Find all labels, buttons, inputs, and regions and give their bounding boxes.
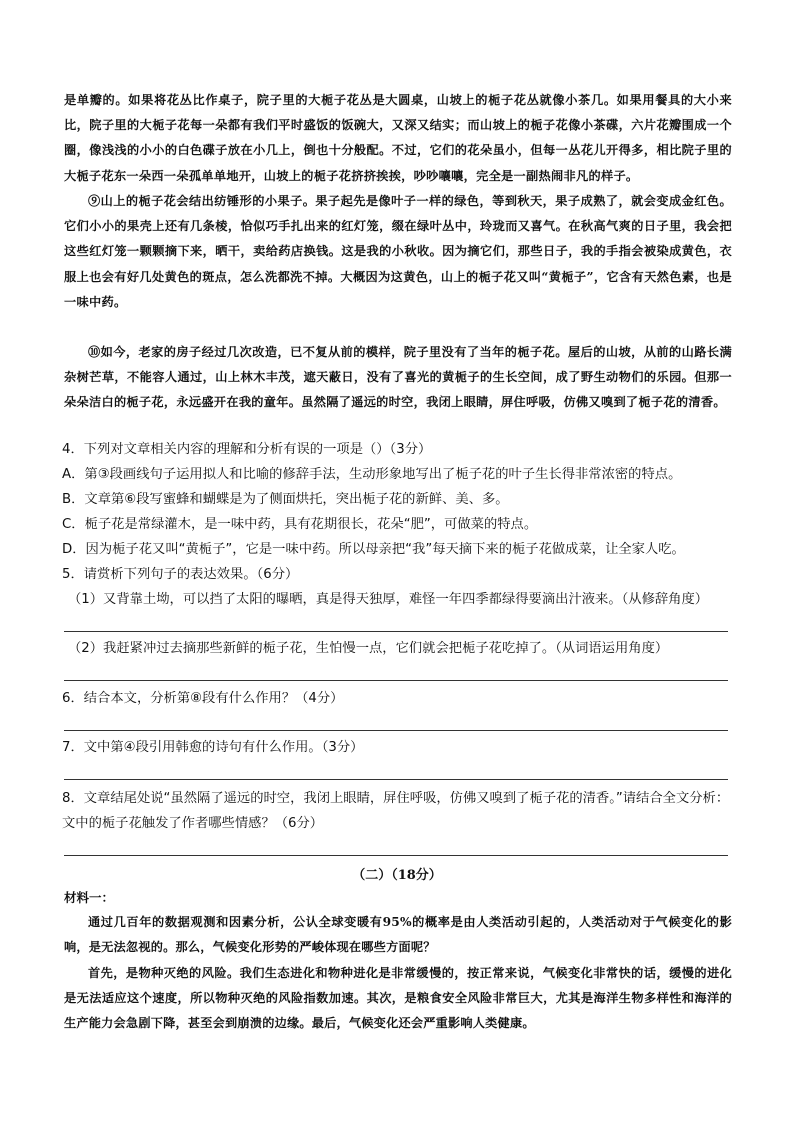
answer-line-5-1[interactable]: [64, 631, 728, 632]
question-4-option-d: D．因为栀子花又叫“黄栀子”，它是一味中药。所以母亲把“我”每天摘下来的栀子花做成菜，让全家人吃。: [62, 542, 685, 557]
material-paragraph-1: 通过几百年的数据观测和因素分析，公认全球变暖有95%的概率是由人类活动引起的，人类活动对于气候变化的影响，是无法忽视的。那么，气候变化形势的严峻体现在哪些方面呢？: [64, 915, 732, 955]
answer-line-5-2[interactable]: [64, 680, 728, 681]
article-paragraph-9: ⑨山上的栀子花会结出纺锤形的小果子。果子起先是像叶子一样的绿色，等到秋天，果子成熟了，就会变成金红色。它们小小的果壳上还有几条棱，恰似巧手扎出来的红灯笼，缀在绿叶丛中，玲珑而又喜气。在秋高气爽的日子里，我会把这些红灯笼一颗颗摘下来，晒干，卖给药店换钱。这是我的小秋收。因为摘它们，那些日子，我的手指会被染成黄色，衣服上也会有好几处黄色的斑点，怎么洗都洗不掉。大概因为这黄色，山上的栀子花又叫“黄栀子”，它含有天然色素，也是一味中药。: [64, 194, 732, 309]
material-paragraph-2: 首先，是物种灭绝的风险。我们生态进化和物种进化是非常缓慢的，按正常来说，气候变化非常快的话，缓慢的进化是无法适应这个速度，所以物种灭绝的风险指数加速。其次，是粮食安全风险非常巨大，尤其是海洋生物多样性和海洋的生产能力会急剧下降，甚至会到崩溃的边缘。最后，气候变化还会严重影响人类健康。: [64, 966, 732, 1031]
question-6: 6．结合本文，分析第⑧段有什么作用？（4分）: [62, 691, 344, 706]
material-label: 材料一：: [64, 890, 115, 905]
question-8: 8．文章结尾处说“虽然隔了遥远的时空，我闭上眼睛，屏住呼吸，仿佛又嗅到了栀子花的清香。”请结合全文分析：文中的栀子花触发了作者哪些情感？（6分）: [62, 791, 730, 831]
article-paragraph-continued: 是单瓣的。如果将花丛比作桌子，院子里的大栀子花丛是大圆桌，山坡上的栀子花丛就像小茶几。如果用餐具的大小来比，院子里的大栀子花每一朵都有我们平时盛饭的饭碗大，又深又结实；而山坡上的栀子花像小茶碟，六片花瓣围成一个圈，像浅浅的小小的白色碟子放在小几上，倒也十分般配。不过，它们的花朵虽小，但每一丛花儿开得多，相比院子里的大栀子花东一朵西一朵孤单单地开，山坡上的栀子花挤挤挨挨，吵吵嚷嚷，完全是一副热闹非凡的样子。: [64, 93, 732, 183]
article-paragraph-10: ⑩如今，老家的房子经过几次改造，已不复从前的模样，院子里没有了当年的栀子花。屋后的山坡，从前的山路长满杂树芒草，不能容人通过，山上林木丰茂，遮天蔽日，没有了喜光的黄栀子的生长空间，成了野生动物们的乐园。但那一朵朵洁白的栀子花，永远盛开在我的童年。虽然隔了遥远的时空，我闭上眼睛，屏住呼吸，仿佛又嗅到了栀子花的清香。: [64, 345, 732, 410]
section-heading: （二）（18分）: [352, 868, 442, 883]
question-4: 4．下列对文章相关内容的理解和分析有误的一项是（）（3分）: [62, 442, 432, 457]
answer-line-7[interactable]: [64, 779, 728, 780]
question-5-part-1: （1）又背靠土坳，可以挡了太阳的曝晒，真是得天独厚，难怪一年四季都绿得要滴出汁液来。（从修辞角度）: [68, 592, 709, 607]
question-7: 7．文中第④段引用韩愈的诗句有什么作用。（3分）: [62, 740, 364, 755]
answer-line-8[interactable]: [64, 855, 728, 856]
question-4-option-b: B．文章第⑥段写蜜蜂和蝴蝶是为了侧面烘托，突出栀子花的新鲜、美、多。: [62, 492, 509, 507]
question-5: 5．请赏析下列句子的表达效果。（6分）: [62, 567, 299, 582]
question-4-option-a: A．第③段画线句子运用拟人和比喻的修辞手法，生动形象地写出了栀子花的叶子生长得非常浓密的特点。: [62, 467, 682, 482]
question-5-part-2: （2）我赶紧冲过去摘那些新鲜的栀子花，生怕慢一点，它们就会把栀子花吃掉了。（从词语运用角度）: [68, 641, 669, 656]
answer-line-6[interactable]: [64, 730, 728, 731]
question-4-option-c: C．栀子花是常绿灌木，是一味中药，具有花期很长，花朵“肥”，可做菜的特点。: [62, 517, 538, 532]
